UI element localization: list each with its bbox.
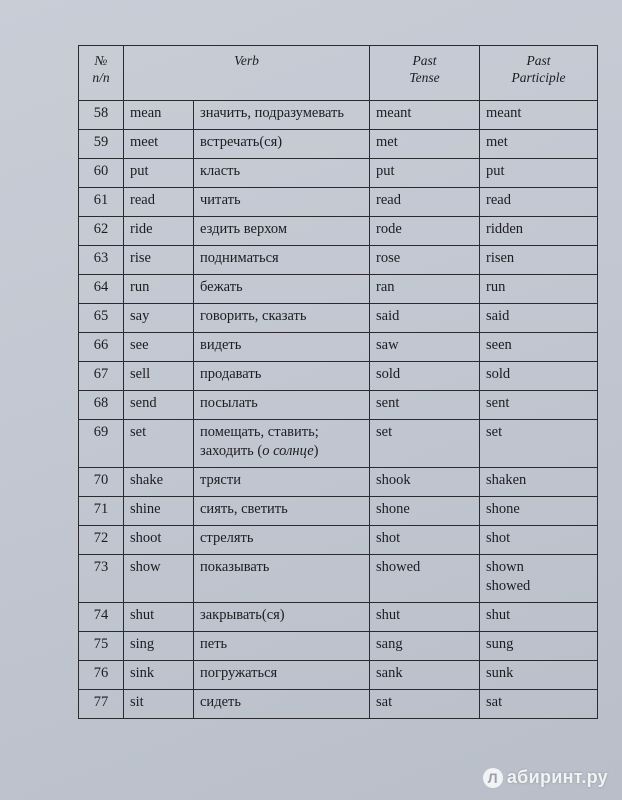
watermark-text: абиринт.ру	[506, 767, 608, 787]
past-tense: sank	[370, 661, 480, 690]
past-tense: rose	[370, 246, 480, 275]
past-tense: saw	[370, 333, 480, 362]
verb-infinitive: shake	[124, 468, 194, 497]
verb-translation: встречать(ся)	[194, 130, 370, 159]
past-participle: seen	[480, 333, 598, 362]
verb-infinitive: sell	[124, 362, 194, 391]
verb-infinitive: put	[124, 159, 194, 188]
labirint-logo-icon: Л	[483, 768, 503, 788]
verb-translation: класть	[194, 159, 370, 188]
row-number: 72	[79, 526, 124, 555]
row-number: 77	[79, 690, 124, 719]
table-row	[79, 420, 598, 468]
past-participle: meant	[480, 101, 598, 130]
verb-translation: ездить верхом	[194, 217, 370, 246]
past-tense: shut	[370, 603, 480, 632]
verb-translation: видеть	[194, 333, 370, 362]
verb-translation: посылать	[194, 391, 370, 420]
verb-infinitive: mean	[124, 101, 194, 130]
verb-infinitive: show	[124, 555, 194, 603]
table-row	[79, 275, 598, 304]
verb-translation: продавать	[194, 362, 370, 391]
past-participle: read	[480, 188, 598, 217]
table-row	[79, 391, 598, 420]
row-number: 64	[79, 275, 124, 304]
past-participle: shone	[480, 497, 598, 526]
verb-infinitive: sing	[124, 632, 194, 661]
verb-translation: помещать, ставить; заходить (о солнце)	[194, 420, 370, 468]
past-tense: meant	[370, 101, 480, 130]
past-tense: put	[370, 159, 480, 188]
row-number: 65	[79, 304, 124, 333]
row-number: 67	[79, 362, 124, 391]
verb-infinitive: see	[124, 333, 194, 362]
verb-infinitive: send	[124, 391, 194, 420]
past-tense: rode	[370, 217, 480, 246]
table-row	[79, 362, 598, 391]
row-number: 59	[79, 130, 124, 159]
verb-infinitive: shut	[124, 603, 194, 632]
verb-infinitive: rise	[124, 246, 194, 275]
irregular-verbs-table	[78, 45, 598, 719]
table-row	[79, 333, 598, 362]
past-tense: sold	[370, 362, 480, 391]
verb-infinitive: shine	[124, 497, 194, 526]
table-row	[79, 603, 598, 632]
table-row	[79, 468, 598, 497]
table-row	[79, 217, 598, 246]
table-row	[79, 497, 598, 526]
verb-infinitive: run	[124, 275, 194, 304]
row-number: 66	[79, 333, 124, 362]
row-number: 68	[79, 391, 124, 420]
table-row	[79, 304, 598, 333]
table-row	[79, 690, 598, 719]
row-number: 74	[79, 603, 124, 632]
past-tense: sang	[370, 632, 480, 661]
past-tense: said	[370, 304, 480, 333]
table-header	[79, 46, 598, 101]
past-tense: shot	[370, 526, 480, 555]
verb-infinitive: sit	[124, 690, 194, 719]
past-participle: shut	[480, 603, 598, 632]
verb-infinitive: set	[124, 420, 194, 468]
verb-translation: трясти	[194, 468, 370, 497]
verb-translation: значить, подразумевать	[194, 101, 370, 130]
verb-translation: читать	[194, 188, 370, 217]
table-row	[79, 661, 598, 690]
verb-infinitive: shoot	[124, 526, 194, 555]
row-number: 75	[79, 632, 124, 661]
row-number: 76	[79, 661, 124, 690]
row-number: 60	[79, 159, 124, 188]
verb-infinitive: meet	[124, 130, 194, 159]
verb-translation: закрывать(ся)	[194, 603, 370, 632]
verb-infinitive: ride	[124, 217, 194, 246]
table-row	[79, 130, 598, 159]
header-past-participle: Past Participle	[480, 46, 598, 101]
verb-translation: показывать	[194, 555, 370, 603]
table-row	[79, 188, 598, 217]
past-participle: sunk	[480, 661, 598, 690]
past-participle: sat	[480, 690, 598, 719]
past-participle: put	[480, 159, 598, 188]
past-tense: met	[370, 130, 480, 159]
past-participle: sung	[480, 632, 598, 661]
past-participle: run	[480, 275, 598, 304]
verb-translation: подниматься	[194, 246, 370, 275]
past-participle: met	[480, 130, 598, 159]
row-number: 70	[79, 468, 124, 497]
past-tense: shone	[370, 497, 480, 526]
past-tense: showed	[370, 555, 480, 603]
table-row	[79, 101, 598, 130]
verb-translation: бежать	[194, 275, 370, 304]
row-number: 62	[79, 217, 124, 246]
past-tense: set	[370, 420, 480, 468]
verb-translation: сидеть	[194, 690, 370, 719]
row-number: 69	[79, 420, 124, 468]
past-participle: sold	[480, 362, 598, 391]
past-tense: sat	[370, 690, 480, 719]
table-row	[79, 632, 598, 661]
past-participle: ridden	[480, 217, 598, 246]
verb-translation: говорить, сказать	[194, 304, 370, 333]
row-number: 71	[79, 497, 124, 526]
watermark	[483, 767, 608, 788]
past-participle: said	[480, 304, 598, 333]
table-row	[79, 159, 598, 188]
verb-infinitive: read	[124, 188, 194, 217]
row-number: 61	[79, 188, 124, 217]
past-tense: sent	[370, 391, 480, 420]
verb-infinitive: sink	[124, 661, 194, 690]
past-tense: shook	[370, 468, 480, 497]
past-participle: shown showed	[480, 555, 598, 603]
past-tense: read	[370, 188, 480, 217]
row-number: 63	[79, 246, 124, 275]
verb-infinitive: say	[124, 304, 194, 333]
verb-translation: стрелять	[194, 526, 370, 555]
table-row	[79, 526, 598, 555]
past-participle: set	[480, 420, 598, 468]
past-participle: shot	[480, 526, 598, 555]
past-participle: sent	[480, 391, 598, 420]
table-row	[79, 555, 598, 603]
verb-translation: петь	[194, 632, 370, 661]
row-number: 58	[79, 101, 124, 130]
verb-translation: сиять, светить	[194, 497, 370, 526]
past-tense: ran	[370, 275, 480, 304]
verb-translation: погружаться	[194, 661, 370, 690]
header-verb: Verb	[124, 46, 370, 101]
header-number: № n/n	[79, 46, 124, 101]
row-number: 73	[79, 555, 124, 603]
past-participle: shaken	[480, 468, 598, 497]
past-participle: risen	[480, 246, 598, 275]
table-row	[79, 246, 598, 275]
table-body	[79, 101, 598, 719]
header-past-tense: Past Tense	[370, 46, 480, 101]
